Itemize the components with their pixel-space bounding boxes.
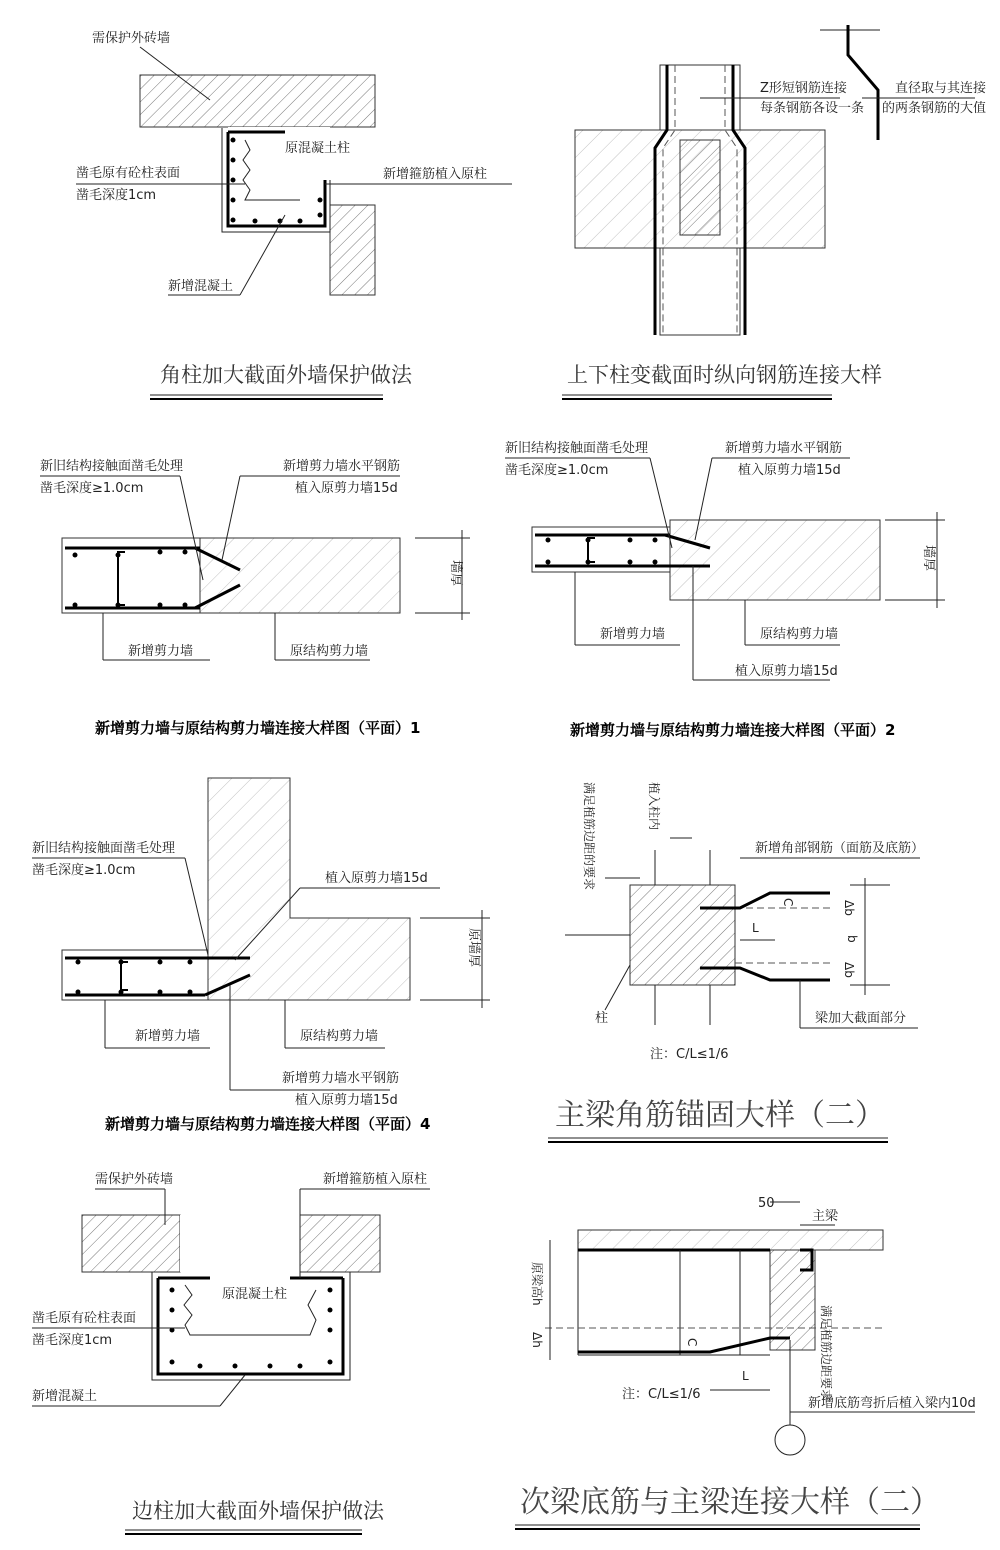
label-z2: 每条钢筋各设一条 [760, 101, 865, 116]
detail-shear-wall-2 [505, 440, 945, 739]
detail-corner-column [76, 30, 512, 399]
label-hbar-1: 新增剪力墙水平钢筋 [283, 459, 401, 474]
label-into-6: 植入柱内 [647, 782, 661, 831]
label-dia2: 的两条钢筋的大值 [882, 101, 987, 116]
label-origh: 原梁高h [530, 1262, 544, 1306]
column-section [630, 885, 735, 985]
label-corner-6: 新增角部钢筋（面筋及底筋） [755, 841, 925, 856]
detail-secondary-beam [515, 1196, 976, 1529]
label-depth: 凿毛深度1cm [76, 188, 157, 203]
label-req-6: 满足植筋边距的要求 [582, 782, 596, 891]
orig-wall-4 [208, 778, 410, 1000]
label-depth-7: 凿毛深度1cm [32, 1333, 113, 1348]
title-d6: 主梁角筋锚固大样（二） [555, 1098, 885, 1133]
label-embed2-4: 植入原剪力墙15d [295, 1093, 398, 1108]
detail-edge-column [32, 1171, 430, 1534]
note-6: 注：C/L≤1/6 [650, 1047, 729, 1062]
label-depth-4: 凿毛深度≥1.0cm [32, 863, 136, 878]
orig-wall-2 [670, 520, 880, 600]
label-beamadd-6: 梁加大截面部分 [815, 1011, 907, 1026]
label-z1: Z形短钢筋连接 [760, 81, 847, 96]
label-stirrup: 新增箍筋植入原柱 [383, 167, 488, 182]
label-newwall-2: 新增剪力墙 [600, 627, 666, 642]
label-newconc-7: 新增混凝土 [32, 1389, 98, 1404]
label-brick: 需保护外砖墙 [92, 31, 171, 46]
label-c-6: C [781, 898, 795, 907]
title-d1: 角柱加大截面外墙保护做法 [160, 363, 412, 387]
label-newwall-1: 新增剪力墙 [128, 644, 194, 659]
note-8: 注：C/L≤1/6 [622, 1387, 701, 1402]
label-c-8: C [685, 1338, 699, 1347]
detail-shear-wall-4 [32, 778, 490, 1133]
label-embed-4: 植入原剪力墙15d [325, 871, 428, 886]
brick-wall-right [330, 205, 375, 295]
label-thick-2: 墙厚 [921, 545, 936, 572]
title-d3: 新增剪力墙与原结构剪力墙连接大样图（平面）1 [95, 719, 421, 737]
label-embed2-2: 植入原剪力墙15d [735, 664, 838, 679]
brick-right [300, 1215, 380, 1272]
title-d8: 次梁底筋与主梁连接大样（二） [520, 1485, 940, 1520]
label-origwall-1: 原结构剪力墙 [290, 644, 369, 659]
detail-column-section-change [562, 25, 986, 399]
axis-bubble [775, 1425, 805, 1455]
label-orig-col: 原混凝土柱 [285, 141, 351, 156]
title-d4: 新增剪力墙与原结构剪力墙连接大样图（平面）2 [570, 721, 896, 739]
label-bend-8: 新增底筋弯折后植入梁内10d [808, 1396, 976, 1411]
label-db1: Δb [842, 900, 856, 916]
label-thick-1: 墙厚 [448, 560, 463, 587]
slab-8 [578, 1230, 883, 1250]
label-dim50: 50 [758, 1196, 775, 1211]
detail-main-beam-corner-bar [548, 782, 924, 1142]
label-db2: Δb [842, 962, 856, 978]
label-origwall-4: 原结构剪力墙 [300, 1029, 379, 1044]
label-main-8: 主梁 [812, 1209, 839, 1224]
label-thick-4: 原墙厚 [466, 928, 481, 968]
new-bottom-bar [578, 1338, 790, 1352]
label-depth-1: 凿毛深度≥1.0cm [40, 481, 144, 496]
label-newwall-4: 新增剪力墙 [135, 1029, 201, 1044]
title-d7: 边柱加大截面外墙保护做法 [132, 1499, 384, 1523]
z-bar-sample [848, 25, 878, 140]
label-req-8: 满足植筋边距要求 [819, 1305, 833, 1402]
label-rough-1: 新旧结构接触面凿毛处理 [40, 459, 184, 474]
label-b: b [845, 935, 859, 943]
label-new-conc: 新增混凝土 [168, 279, 234, 294]
detail-shear-wall-1 [40, 458, 470, 737]
label-col-6: 柱 [595, 1011, 609, 1026]
title-d5: 新增剪力墙与原结构剪力墙连接大样图（平面）4 [105, 1115, 431, 1133]
label-dia1: 直径取与其连接 [895, 81, 987, 96]
label-rough-7: 凿毛原有砼柱表面 [32, 1311, 137, 1326]
label-origcol-7: 原混凝土柱 [222, 1287, 288, 1302]
label-depth-2: 凿毛深度≥1.0cm [505, 463, 609, 478]
label-origwall-2: 原结构剪力墙 [760, 627, 839, 642]
label-dh: Δh [530, 1332, 544, 1348]
label-brick-7: 需保护外砖墙 [95, 1172, 174, 1187]
brick-wall-top [140, 75, 375, 127]
title-d2: 上下柱变截面时纵向钢筋连接大样 [567, 363, 882, 387]
main-beam-section [770, 1250, 815, 1350]
label-rough-2: 新旧结构接触面凿毛处理 [505, 441, 649, 456]
label-hbar-4: 新增剪力墙水平钢筋 [282, 1071, 400, 1086]
label-l-6: L [752, 921, 759, 935]
label-stirrup-7: 新增箍筋植入原柱 [323, 1172, 428, 1187]
label-embed-2: 植入原剪力墙15d [738, 463, 841, 478]
label-embed-1: 植入原剪力墙15d [295, 481, 398, 496]
label-rough-4: 新旧结构接触面凿毛处理 [32, 841, 176, 856]
orig-wall-1 [200, 538, 400, 613]
label-l-8: L [742, 1369, 749, 1383]
label-hbar-2: 新增剪力墙水平钢筋 [725, 441, 843, 456]
label-rough: 凿毛原有砼柱表面 [76, 166, 181, 181]
